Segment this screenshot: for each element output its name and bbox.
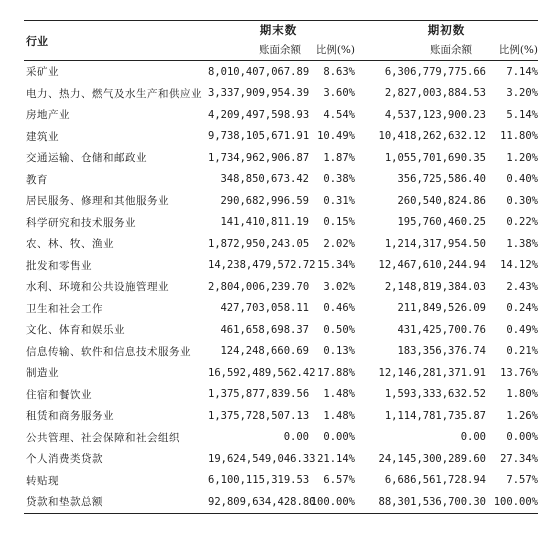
- end-balance-cell: 3,337,909,954.39: [208, 87, 310, 100]
- start-ratio-cell: 5.14%: [506, 108, 538, 121]
- start-balance-cell: 10,418,262,632.12: [378, 130, 486, 143]
- start-ratio-cell: 100.00%: [486, 491, 538, 513]
- table-row: [24, 61, 538, 83]
- start-ratio-cell: 0.21%: [506, 345, 538, 358]
- table-row: [24, 298, 538, 320]
- start-ratio-cell: 0.00%: [506, 431, 538, 444]
- end-ratio-cell: 1.48%: [323, 409, 355, 422]
- table-row: [24, 491, 538, 513]
- end-ratio-cell: 1.48%: [323, 388, 355, 401]
- end-ratio-cell: 6.57%: [323, 474, 355, 487]
- industry-name-cell: 卫生和社会工作: [26, 302, 103, 315]
- industry-name-cell: 贷款和垫款总额: [24, 491, 208, 513]
- end-ratio-cell: 0.31%: [323, 194, 355, 207]
- end-ratio-cell: 2.02%: [323, 237, 355, 250]
- end-ratio-cell: 0.38%: [323, 173, 355, 186]
- start-balance-cell: 1,114,781,735.87: [384, 409, 486, 422]
- end-ratio-cell: 0.50%: [323, 323, 355, 336]
- start-balance-cell: 1,593,333,632.52: [384, 388, 486, 401]
- table-row: [24, 448, 538, 470]
- start-ratio-cell: 14.12%: [500, 259, 538, 272]
- start-ratio-cell: 0.24%: [506, 302, 538, 315]
- start-balance-cell: 24,145,300,289.60: [378, 452, 486, 465]
- end-balance-cell: 1,734,962,906.87: [208, 151, 310, 164]
- industry-header: 行业: [24, 21, 208, 61]
- industry-name-cell: 农、林、牧、渔业: [26, 238, 114, 251]
- table-row: [24, 126, 538, 148]
- end-balance-cell: 4,209,497,598.93: [208, 108, 310, 121]
- table-row: [24, 405, 538, 427]
- start-balance-cell: 1,214,317,954.50: [384, 237, 486, 250]
- start-balance-header: 账面余额: [355, 40, 486, 61]
- end-ratio-cell: 0.13%: [323, 345, 355, 358]
- industry-name-cell: 交通运输、仓储和邮政业: [26, 152, 147, 165]
- table-row: [24, 255, 538, 277]
- industry-name-cell: 转贴现: [26, 474, 59, 487]
- end-balance-cell: 92,809,634,428.80: [208, 491, 309, 513]
- start-balance-cell: 431,425,700.76: [397, 323, 486, 336]
- industry-name-cell: 水利、环境和公共设施管理业: [26, 281, 169, 294]
- start-balance-cell: 356,725,586.40: [397, 173, 486, 186]
- table-row: [24, 212, 538, 234]
- start-balance-cell: 6,686,561,728.94: [384, 474, 486, 487]
- start-ratio-cell: 27.34%: [500, 452, 538, 465]
- start-balance-cell: 6,306,779,775.66: [384, 65, 486, 78]
- start-ratio-cell: 0.30%: [506, 194, 538, 207]
- table-row: [24, 276, 538, 298]
- table-row: [24, 384, 538, 406]
- start-ratio-cell: 7.14%: [506, 65, 538, 78]
- period-end-header: 期末数: [208, 21, 355, 40]
- start-ratio-cell: 3.20%: [506, 87, 538, 100]
- industry-name-cell: 建筑业: [26, 130, 59, 143]
- start-balance-cell: 211,849,526.09: [397, 302, 486, 315]
- industry-name-cell: 制造业: [26, 367, 59, 380]
- end-ratio-cell: 0.15%: [323, 216, 355, 229]
- end-balance-cell: 124,248,660.69: [220, 345, 309, 358]
- start-ratio-cell: 7.57%: [506, 474, 538, 487]
- industry-name-cell: 居民服务、修理和其他服务业: [26, 195, 169, 208]
- end-balance-cell: 461,658,698.37: [220, 323, 309, 336]
- industry-name-cell: 住宿和餐饮业: [26, 388, 92, 401]
- start-ratio-cell: 0.49%: [506, 323, 538, 336]
- industry-name-cell: 信息传输、软件和信息技术服务业: [26, 345, 191, 358]
- table-row: [24, 147, 538, 169]
- start-ratio-cell: 0.40%: [506, 173, 538, 186]
- end-ratio-cell: 15.34%: [317, 259, 355, 272]
- start-balance-cell: 88,301,536,700.30: [355, 491, 486, 513]
- table-row: [24, 319, 538, 341]
- end-ratio-cell: 17.88%: [317, 366, 355, 379]
- start-balance-cell: 183,356,376.74: [397, 345, 486, 358]
- end-balance-cell: 16,592,489,562.42: [208, 366, 316, 379]
- table-row: [24, 190, 538, 212]
- table-row: [24, 83, 538, 105]
- end-balance-cell: 14,238,479,572.72: [208, 259, 316, 272]
- table-row: [24, 169, 538, 191]
- start-balance-cell: 260,540,824.86: [397, 194, 486, 207]
- industry-name-cell: 文化、体育和娱乐业: [26, 324, 125, 337]
- start-ratio-header: 比例(%): [486, 40, 538, 61]
- end-balance-cell: 1,375,728,507.13: [208, 409, 310, 422]
- start-ratio-cell: 1.80%: [506, 388, 538, 401]
- period-start-header: 期初数: [355, 21, 538, 40]
- start-ratio-cell: 0.22%: [506, 216, 538, 229]
- start-ratio-cell: 1.38%: [506, 237, 538, 250]
- end-balance-cell: 9,738,105,671.91: [208, 130, 310, 143]
- end-balance-cell: 1,872,950,243.05: [208, 237, 310, 250]
- end-ratio-cell: 3.02%: [323, 280, 355, 293]
- industry-name-cell: 房地产业: [26, 109, 70, 122]
- industry-name-cell: 公共管理、社会保障和社会组织: [26, 431, 180, 444]
- end-ratio-header: 比例(%): [309, 40, 355, 61]
- industry-name-cell: 个人消费类贷款: [26, 453, 103, 466]
- table-header: [24, 21, 538, 61]
- industry-name-cell: 采矿业: [26, 66, 59, 79]
- end-balance-cell: 0.00: [283, 431, 309, 444]
- end-ratio-cell: 8.63%: [323, 65, 355, 78]
- loan-by-industry-table: [24, 20, 538, 514]
- end-ratio-cell: 0.00%: [323, 431, 355, 444]
- end-ratio-cell: 100.00%: [309, 491, 355, 513]
- table-row: [24, 470, 538, 492]
- start-balance-cell: 12,146,281,371.91: [378, 366, 486, 379]
- industry-name-cell: 科学研究和技术服务业: [26, 216, 136, 229]
- start-balance-cell: 195,760,460.25: [397, 216, 486, 229]
- end-balance-cell: 2,804,006,239.70: [208, 280, 310, 293]
- industry-name-cell: 电力、热力、燃气及水生产和供应业: [26, 87, 202, 100]
- industry-name-cell: 教育: [26, 173, 48, 186]
- end-ratio-cell: 0.46%: [323, 302, 355, 315]
- end-balance-cell: 290,682,996.59: [220, 194, 309, 207]
- end-balance-header: 账面余额: [208, 40, 309, 61]
- end-balance-cell: 141,410,811.19: [220, 216, 309, 229]
- end-ratio-cell: 21.14%: [317, 452, 355, 465]
- start-ratio-cell: 1.26%: [506, 409, 538, 422]
- start-balance-cell: 2,827,003,884.53: [384, 87, 486, 100]
- table-body: [24, 61, 538, 514]
- end-ratio-cell: 3.60%: [323, 87, 355, 100]
- end-ratio-cell: 1.87%: [323, 151, 355, 164]
- start-balance-cell: 0.00: [460, 431, 486, 444]
- end-balance-cell: 8,010,407,067.89: [208, 65, 310, 78]
- end-ratio-cell: 10.49%: [317, 130, 355, 143]
- end-balance-cell: 427,703,058.11: [220, 302, 309, 315]
- start-balance-cell: 12,467,610,244.94: [378, 259, 486, 272]
- end-balance-cell: 1,375,877,839.56: [208, 388, 310, 401]
- end-balance-cell: 348,850,673.42: [220, 173, 309, 186]
- table-row: [24, 341, 538, 363]
- table-row: [24, 362, 538, 384]
- start-ratio-cell: 11.80%: [500, 130, 538, 143]
- end-ratio-cell: 4.54%: [323, 108, 355, 121]
- industry-name-cell: 批发和零售业: [26, 259, 92, 272]
- start-ratio-cell: 1.20%: [506, 151, 538, 164]
- start-balance-cell: 4,537,123,900.23: [384, 108, 486, 121]
- start-balance-cell: 2,148,819,384.03: [384, 280, 486, 293]
- industry-name-cell: 租赁和商务服务业: [26, 410, 114, 423]
- start-balance-cell: 1,055,701,690.35: [384, 151, 486, 164]
- end-balance-cell: 19,624,549,046.33: [208, 452, 316, 465]
- start-ratio-cell: 2.43%: [506, 280, 538, 293]
- table-row: [24, 233, 538, 255]
- end-balance-cell: 6,100,115,319.53: [208, 474, 310, 487]
- table-row: [24, 427, 538, 449]
- start-ratio-cell: 13.76%: [500, 366, 538, 379]
- table-row: [24, 104, 538, 126]
